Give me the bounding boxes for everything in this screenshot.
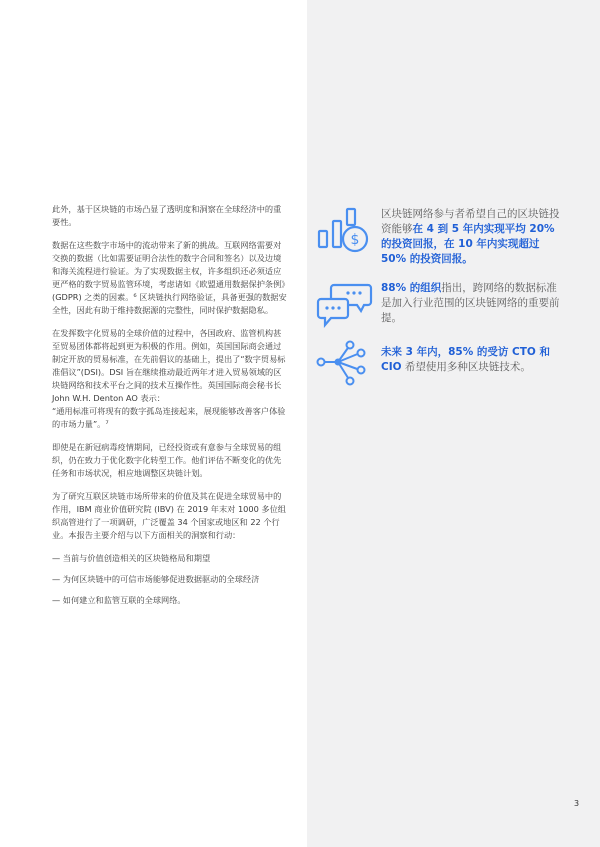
stat-cto-cio	[381, 345, 561, 375]
svg-text:$: $	[350, 232, 360, 248]
stat-roi-expectation	[381, 207, 561, 267]
stat-cto-cio-highlight: 未来 3 年内，85% 的受访 CTO 和 CIO	[381, 346, 551, 373]
bullet-item: — 如何建立和监管互联的全球网络。	[52, 595, 186, 605]
chat-bubbles-icon	[316, 283, 374, 328]
stat-data-standards	[381, 281, 561, 326]
stat-data-standards-highlight: 88% 的组织	[381, 282, 442, 294]
bullet-item: — 为何区块链中的可信市场能够促进数据驱动的全球经济	[52, 574, 260, 584]
stat-cto-cio-text: 希望使用多种区块链技术。	[401, 361, 531, 373]
bullet-item: — 当前与价值创造相关的区块链格局和期望	[52, 553, 211, 563]
trade-standards-text: 在发挥数字化贸易的全球价值的过程中，各国政府、监管机构甚至贸易团体都将起到更为积极的作用。例如，英国国际商会通过制定开放的贸易标准，在先前倡议的基础上，提出了“数字贸易标准倡议”(DSI)。DSI 旨在继续推动最近两年才进入贸易领域的区块链网络和技术平台之间的技术互操作性。英国国际商会秘书长 John W.H. Denton AO 表示：	[52, 328, 286, 403]
bar-chart-dollar-icon	[314, 205, 374, 260]
sidebar-panel	[307, 0, 600, 847]
stat-data-standards-text: 指出，跨网络的数据标准是加入行业范围的区块链网络的重要前提。	[381, 282, 560, 324]
stat-roi-highlight: 在 4 到 5 年内实现平均 20% 的投资回报，在 10 年内实现超过 50% 的投资回报。	[381, 223, 555, 265]
network-nodes-icon	[316, 340, 370, 386]
paragraph-research: 为了研究互联区块链市场所带来的价值及其在促进全球贸易中的作用，IBM 商业价值研究院 (IBV) 在 2019 年末对 1000 多位组织高管进行了一项调研，广泛覆盖 34 个国家或地区和 22 个行业。本报告主要介绍与以下方面相关的洞察和行动：	[52, 491, 286, 540]
paragraph-intro: 此外，基于区块链的市场凸显了透明度和洞察在全球经济中的重要性。	[52, 204, 282, 227]
stat-roi-text: 区块链网络参与者希望自己的区块链投资能够	[381, 208, 560, 235]
paragraph-covid: 即使是在新冠病毒疫情期间，已经投资或有意参与全球贸易的组织，仍在致力于优化数字化转型工作。他们评估不断变化的优先任务和市场状况，相应地调整区块链计划。	[52, 442, 282, 478]
paragraph-data-challenges: 数据在这些数字市场中的流动带来了新的挑战。互联网络需要对交换的数据（比如需要证明合法性的数字合同和签名）以及边境和海关流程进行验证。为了实现数据主权，许多组织还必须适应更严格的数字贸易监管环境，考虑诸如《欧盟通用数据保护条例》(GDPR) 之类的因素。⁶ 区块链执行网络验证，具备更强的数据安全性，因此有助于维持数据源的完整性，同时保护数据隐私。	[52, 240, 287, 315]
page-number: 3	[574, 799, 580, 808]
paragraph-trade-standards	[52, 327, 288, 431]
main-text-column	[52, 203, 288, 615]
denton-quote: “通用标准可将现有的数字孤岛连接起来，展现能够改善客户体验的市场力量”。⁷	[52, 406, 286, 429]
